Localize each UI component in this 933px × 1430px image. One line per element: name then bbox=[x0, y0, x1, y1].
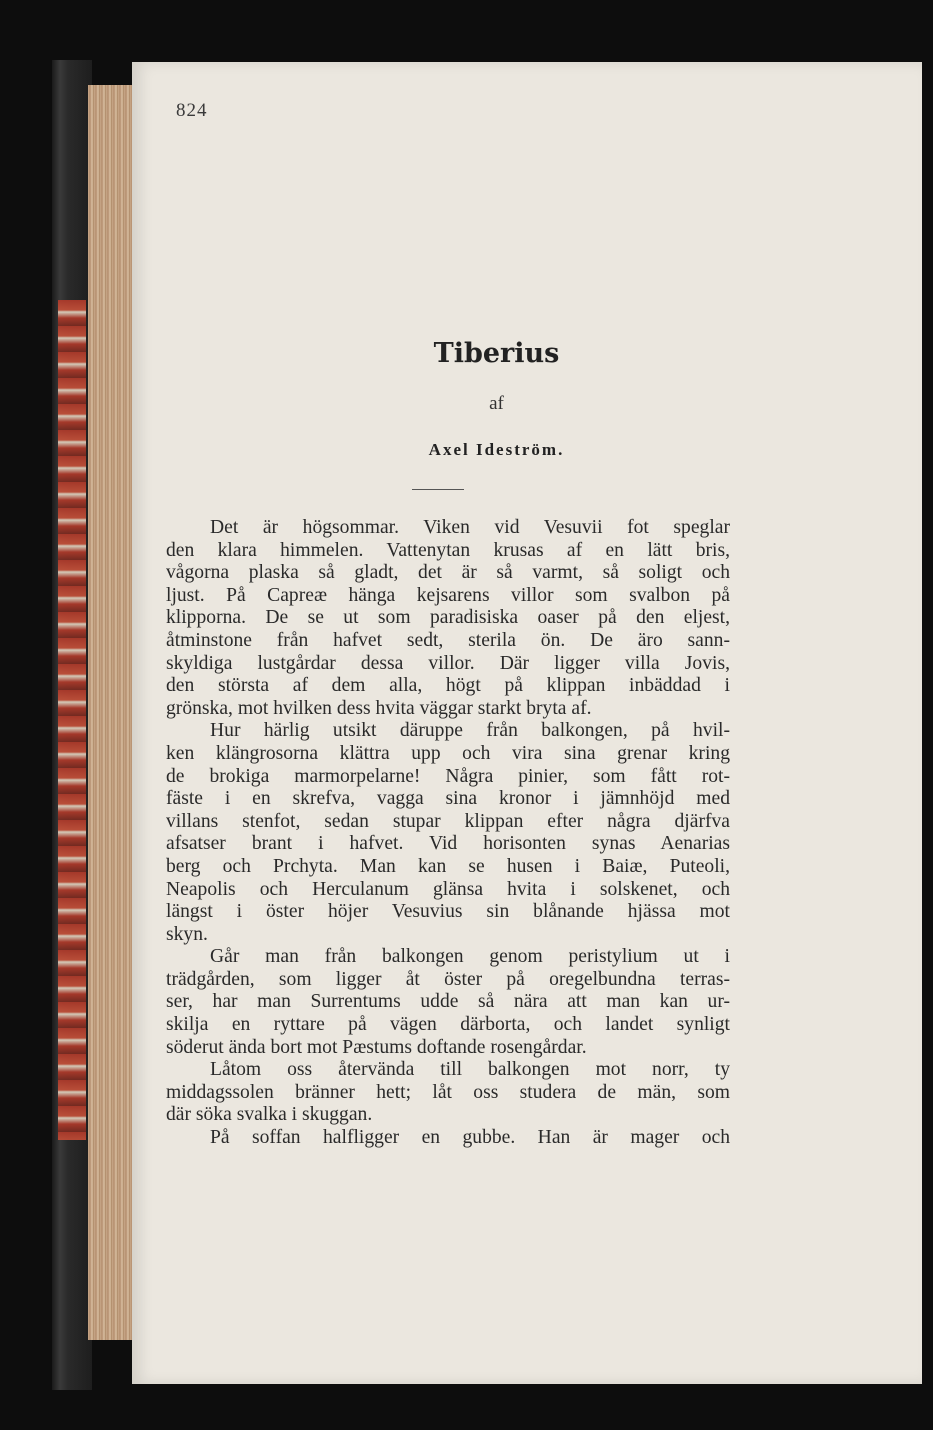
text-line: skilja en ryttare på vägen därborta, och landet synligt bbox=[166, 1014, 730, 1036]
text-line: den största af dem alla, högt på klippan inbäddad i bbox=[166, 675, 730, 697]
text-line: grönska, mot hvilken dess hvita väggar starkt bryta af. bbox=[166, 697, 592, 719]
text-line: klipporna. De se ut som paradisiska oaser på den eljest, bbox=[166, 607, 730, 629]
body-text bbox=[166, 517, 730, 1150]
text-line: söderut ända bort mot Pæstums doftande rosengårdar. bbox=[166, 1036, 587, 1058]
text-line: ken klängrosorna klättra upp och vira sina grenar kring bbox=[166, 742, 730, 764]
text-line: fäste i en skrefva, vagga sina kronor i jämnhöjd med bbox=[166, 788, 730, 810]
text-line: trädgården, som ligger åt öster på oregelbundna terras- bbox=[166, 968, 730, 990]
text-line: åtminstone från hafvet sedt, sterila ön. De äro sann- bbox=[166, 629, 730, 651]
text-line: villans stenfot, sedan stupar klippan efter några djärfva bbox=[166, 810, 730, 832]
title-divider bbox=[412, 489, 464, 490]
text-line: de brokiga marmorpelarne! Några pinier, som fått rot- bbox=[166, 765, 730, 787]
spine-decoration bbox=[58, 300, 86, 1140]
text-line: Det är högsommar. Viken vid Vesuvii fot speglar bbox=[210, 517, 730, 538]
author-name: Axel Ideström. bbox=[428, 440, 565, 459]
text-line: ljust. På Capreæ hänga kejsarens villor som svalbon på bbox=[166, 584, 730, 606]
text-line: längst i öster höjer Vesuvius sin blånande hjässa mot bbox=[166, 901, 730, 923]
text-line: skyn. bbox=[166, 923, 208, 945]
text-line: På soffan halfligger en gubbe. Han är mager och bbox=[210, 1127, 730, 1149]
page-edges bbox=[88, 85, 132, 1340]
text-line: Neapolis och Herculanum glänsa hvita i solskenet, och bbox=[166, 878, 730, 900]
text-line: Går man från balkongen genom peristylium ut i bbox=[210, 946, 730, 968]
text-line: berg och Prchyta. Man kan se husen i Baiæ, Puteoli, bbox=[166, 855, 730, 877]
text-line: där söka svalka i skuggan. bbox=[166, 1104, 373, 1126]
text-line: vågorna plaska så gladt, det är så varmt, så soligt och bbox=[166, 562, 730, 584]
story-title: Tiberius bbox=[433, 338, 560, 369]
text-line: Hur härlig utsikt däruppe från balkongen, på hvil- bbox=[210, 720, 730, 742]
text-line: skyldiga lustgårdar dessa villor. Där ligger villa Jovis, bbox=[166, 652, 730, 674]
text-line: afsatser brant i hafvet. Vid horisonten synas Aenarias bbox=[166, 833, 730, 855]
text-line: middagssolen bränner hett; låt oss studera de män, som bbox=[166, 1081, 730, 1103]
text-line: Låtom oss återvända till balkongen mot norr, ty bbox=[210, 1059, 730, 1081]
text-line: ser, har man Surrentums udde så nära att man kan ur- bbox=[166, 991, 730, 1013]
byline-af: af bbox=[489, 393, 504, 414]
text-line: den klara himmelen. Vattenytan krusas af en lätt bris, bbox=[166, 539, 730, 561]
page-number: 824 bbox=[176, 100, 208, 121]
